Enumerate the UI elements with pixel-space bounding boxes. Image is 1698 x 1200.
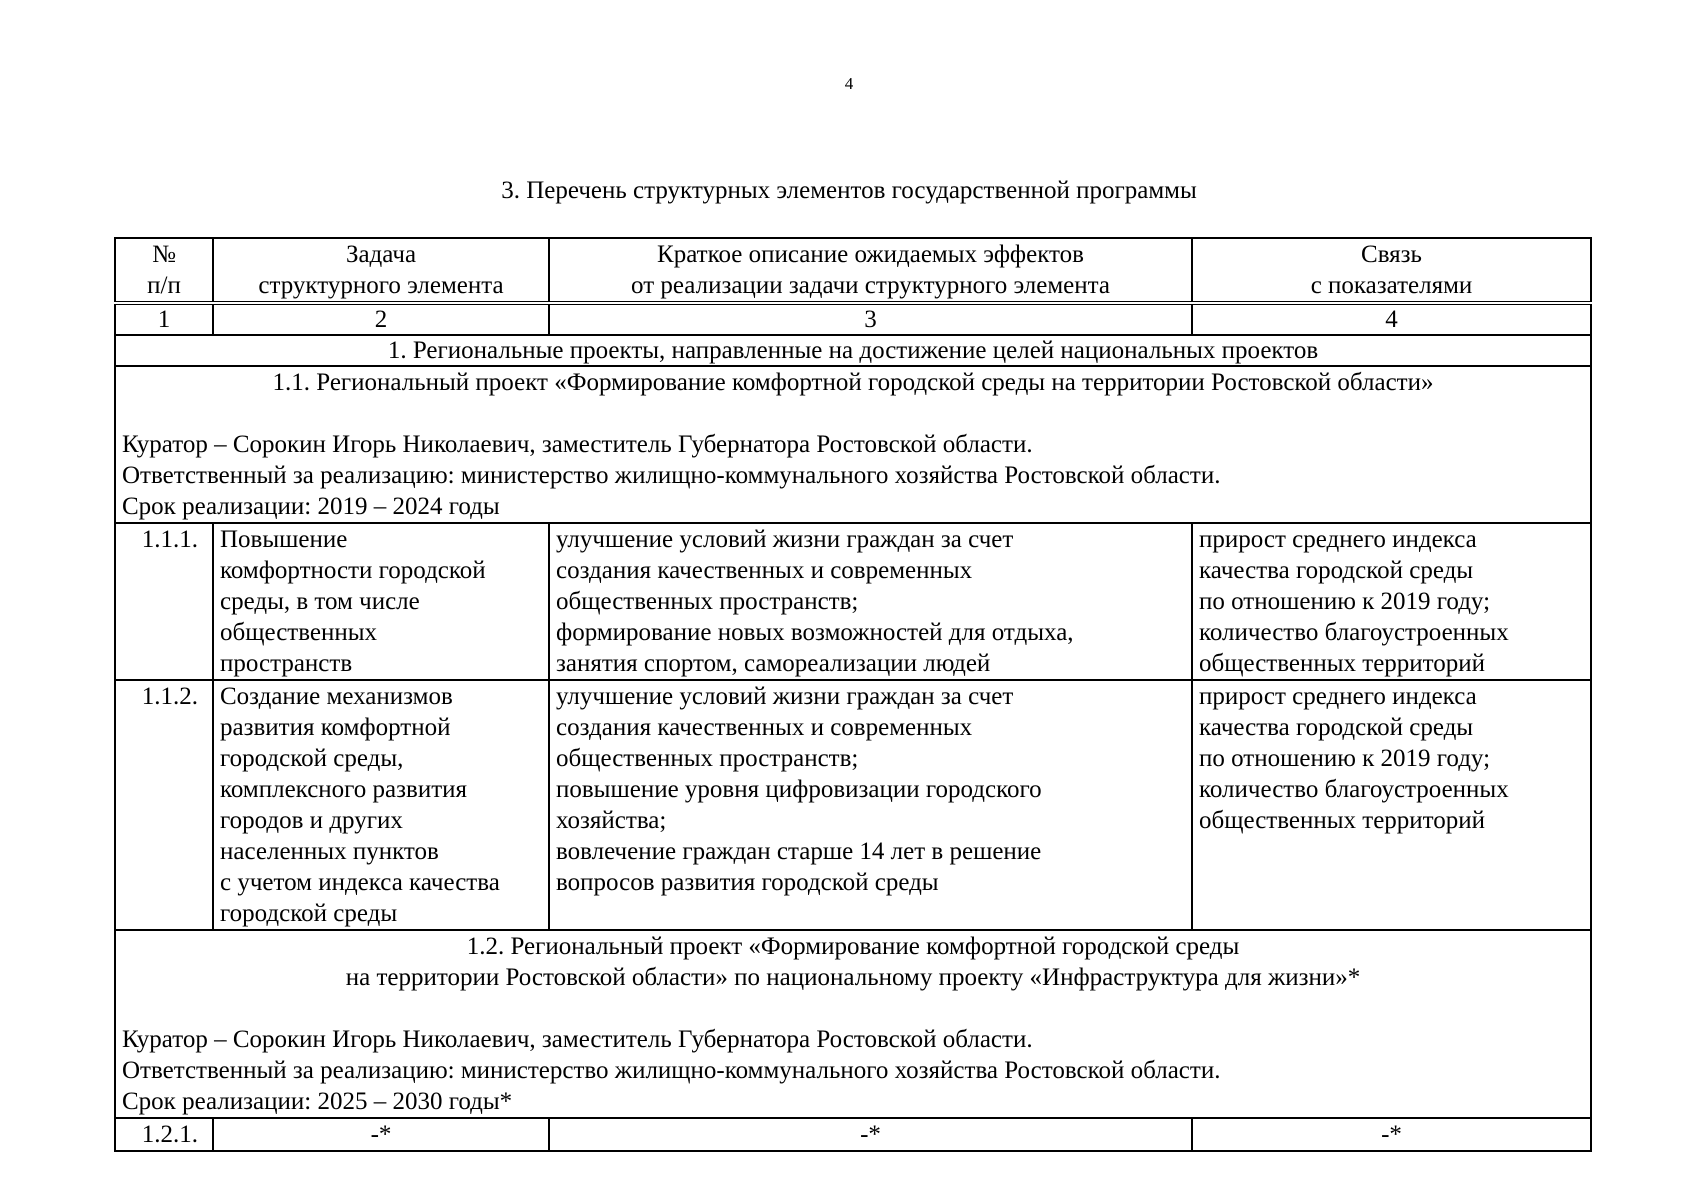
project-1-2-block <box>115 930 1591 1118</box>
column-number: 2 <box>213 303 549 335</box>
column-number-row <box>115 303 1591 335</box>
project-1-2-responsible: Ответственный за реализацию: министерство жилищно-коммунального хозяйства Ростовской области. <box>122 1057 1221 1084</box>
project-1-1-term: Срок реализации: 2019 – 2024 годы <box>122 493 500 520</box>
task-cell: Повышение комфортности городской среды, в том числе общественных пространств <box>213 523 549 680</box>
table-header-row <box>115 238 1591 303</box>
column-number: 1 <box>115 303 213 335</box>
indicators-cell: прирост среднего индекса качества городской среды по отношению к 2019 году; количество благоустроенных общественных территорий <box>1192 523 1591 680</box>
table-row <box>115 523 1591 680</box>
header-number: № п/п <box>115 238 213 303</box>
column-number: 3 <box>549 303 1192 335</box>
project-1-1-responsible: Ответственный за реализацию: министерство жилищно-коммунального хозяйства Ростовской области. <box>122 462 1221 489</box>
column-number: 4 <box>1192 303 1591 335</box>
row-number: 1.2.1. <box>115 1118 213 1151</box>
page-number: 4 <box>844 74 854 93</box>
indicators-cell: -* <box>1192 1118 1591 1151</box>
indicators-cell: прирост среднего индекса качества городской среды по отношению к 2019 году; количество благоустроенных общественных территорий <box>1192 680 1591 930</box>
effects-cell: улучшение условий жизни граждан за счет создания качественных и современных общественных пространств; повышение уровня цифровизации городского хозяйства; вовлечение граждан старше 14 лет в решение вопросов развития городской среды <box>549 680 1192 930</box>
task-cell: Создание механизмов развития комфортной городской среды, комплексного развития городов и других населенных пунктов с учетом индекса качества городской среды <box>213 680 549 930</box>
project-1-2-title-line1: 1.2. Региональный проект «Формирование комфортной городской среды <box>466 933 1240 960</box>
project-row <box>115 366 1591 523</box>
project-row <box>115 930 1591 1118</box>
project-1-2-title-line2: на территории Ростовской области» по национальному проекту «Инфраструктура для жизни»* <box>345 964 1361 991</box>
project-1-1-title: 1.1. Региональный проект «Формирование комфортной городской среды на территории Ростовской области» <box>272 369 1434 396</box>
project-1-2-term: Срок реализации: 2025 – 2030 годы* <box>122 1088 513 1115</box>
task-cell: -* <box>213 1118 549 1151</box>
table-row <box>115 1118 1591 1151</box>
section-row <box>115 335 1591 366</box>
row-number: 1.1.1. <box>115 523 213 680</box>
header-task: Задача структурного элемента <box>213 238 549 303</box>
project-1-2-curator: Куратор – Сорокин Игорь Николаевич, заместитель Губернатора Ростовской области. <box>122 1026 1033 1053</box>
effects-cell: -* <box>549 1118 1192 1151</box>
section-1-title: 1. Региональные проекты, направленные на достижение целей национальных проектов <box>115 335 1591 366</box>
effects-cell: улучшение условий жизни граждан за счет создания качественных и современных общественных пространств; формирование новых возможностей для отдыха, занятия спортом, самореализации людей <box>549 523 1192 680</box>
header-indicators: Связь с показателями <box>1192 238 1591 303</box>
table-row <box>115 680 1591 930</box>
section-title: 3. Перечень структурных элементов государственной программы <box>501 177 1197 204</box>
row-number: 1.1.2. <box>115 680 213 930</box>
project-1-1-curator: Куратор – Сорокин Игорь Николаевич, заместитель Губернатора Ростовской области. <box>122 431 1033 458</box>
project-1-1-block <box>115 366 1591 523</box>
header-effects: Краткое описание ожидаемых эффектов от реализации задачи структурного элемента <box>549 238 1192 303</box>
structural-elements-table <box>114 237 1592 1152</box>
